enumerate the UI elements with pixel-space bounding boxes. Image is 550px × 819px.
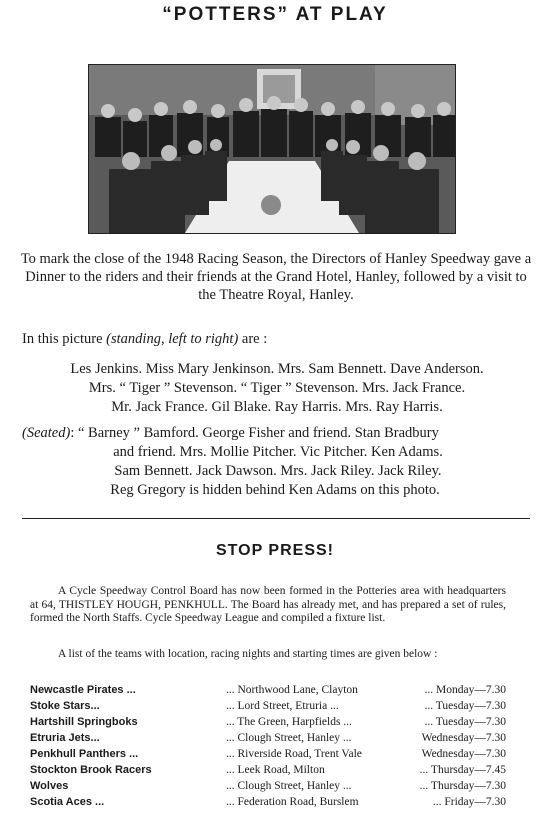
stop-press-heading: STOP PRESS!: [216, 542, 334, 559]
team-location: ... Northwood Lane, Clayton: [226, 684, 358, 696]
team-night: ... Monday—7.30: [424, 684, 506, 696]
hidden-note: Reg Gregory is hidden behind Ken Adams on this photo.: [110, 482, 440, 498]
seated-label: (Seated): [22, 425, 71, 441]
caption-heading: [22, 331, 267, 348]
caption-suffix: are :: [238, 331, 268, 347]
team-name: Penkhull Panthers ...: [30, 748, 139, 760]
team-location: ... Leek Road, Milton: [226, 764, 325, 776]
section-divider: [22, 518, 530, 519]
team-night: ... Tuesday—7.30: [424, 716, 506, 728]
team-night: Wednesday—7.30: [421, 732, 506, 744]
team-row: [30, 764, 510, 780]
team-location: ... Riverside Road, Trent Vale: [226, 748, 362, 760]
standing-line: Mrs. “ Tiger ” Stevenson. “ Tiger ” Stevenson. Mrs. Jack France.: [88, 380, 466, 396]
team-location: ... Federation Road, Burslem: [226, 796, 359, 808]
stop-press-paragraph: A Cycle Speedway Control Board has now been formed in the Potteries area with headquarters at 64, THISTLEY HOUGH, PENKHULL. The Board has already met, and has prepared a set of rules, formed the North Staffs. Cycle Speedway League and compiled a fixture list.: [30, 585, 506, 624]
stop-press-paragraph: A list of the teams with location, racing nights and starting times are given below :: [58, 648, 438, 660]
team-name: Wolves: [30, 780, 69, 792]
team-name: Newcastle Pirates ...: [30, 684, 136, 696]
team-name: Hartshill Springboks: [30, 716, 138, 728]
team-row: [30, 716, 510, 732]
team-night: ... Friday—7.30: [432, 796, 506, 808]
standing-line: Les Jenkins. Miss Mary Jenkinson. Mrs. Sam Bennett. Dave Anderson.: [70, 361, 484, 377]
intro-paragraph: To mark the close of the 1948 Racing Season, the Directors of Hanley Speedway gave a Dinner to the riders and their friends at the Grand Hotel, Hanley, followed by a visit to the Theatre Royal, Hanley.: [20, 251, 532, 303]
dinner-photo-image: [89, 65, 455, 233]
team-name: Scotia Aces ...: [30, 796, 105, 808]
seated-line: : “ Barney ” Bamford. George Fisher and friend. Stan Bradbury: [70, 425, 439, 441]
team-row: [30, 796, 510, 812]
dinner-photo: [88, 64, 456, 234]
team-night: ... Tuesday—7.30: [424, 700, 506, 712]
team-night: ... Thursday—7.30: [419, 780, 506, 792]
seated-line: and friend. Mrs. Mollie Pitcher. Vic Pitcher. Ken Adams.: [113, 444, 443, 460]
teams-list: [30, 684, 510, 812]
standing-names: [22, 360, 532, 417]
team-row: [30, 748, 510, 764]
team-name: Stockton Brook Racers: [30, 764, 152, 776]
team-location: ... The Green, Harpfields ...: [226, 716, 352, 728]
team-row: [30, 684, 510, 700]
standing-line: Mr. Jack France. Gil Blake. Ray Harris. Mrs. Ray Harris.: [111, 399, 443, 415]
team-row: [30, 780, 510, 796]
caption-italic: (standing, left to right): [106, 331, 239, 347]
team-row: [30, 700, 510, 716]
caption-prefix: In this picture: [22, 331, 107, 347]
team-location: ... Clough Street, Hanley ...: [226, 732, 352, 744]
page-title: “POTTERS” AT PLAY: [162, 4, 388, 25]
seated-line: Sam Bennett. Jack Dawson. Mrs. Jack Riley. Jack Riley.: [114, 463, 442, 479]
team-location: ... Clough Street, Hanley ...: [226, 780, 352, 792]
team-location: ... Lord Street, Etruria ...: [226, 700, 339, 712]
team-night: ... Thursday—7.45: [419, 764, 506, 776]
team-night: Wednesday—7.30: [421, 748, 506, 760]
seated-names: [22, 424, 534, 481]
team-name: Stoke Stars...: [30, 700, 100, 712]
team-row: [30, 732, 510, 748]
team-name: Etruria Jets...: [30, 732, 100, 744]
